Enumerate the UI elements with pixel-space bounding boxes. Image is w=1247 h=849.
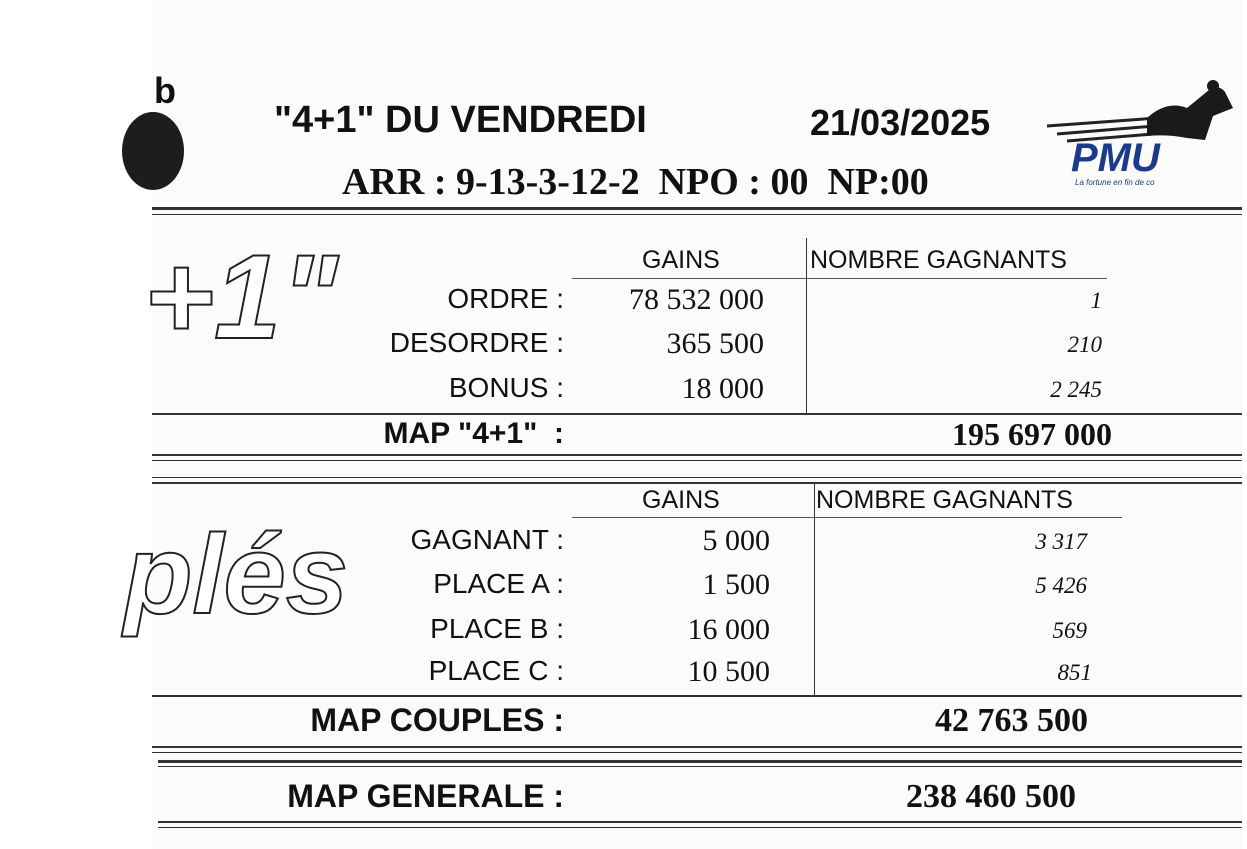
pmu-logo-text: PMU (1071, 136, 1160, 180)
gain-place-a: 1 500 (702, 568, 770, 601)
col-gains-header: GAINS (642, 486, 720, 514)
header-underline (572, 278, 1107, 279)
column-separator (806, 238, 807, 413)
header-underline (572, 517, 1122, 518)
row-label-place-b: PLACE B : (430, 613, 564, 644)
row-label-place-c: PLACE C : (428, 655, 564, 686)
winners-place-b: 569 (1052, 618, 1087, 643)
divider (158, 760, 1242, 763)
map-41-label: MAP "4+1" : (383, 417, 564, 450)
column-separator (814, 484, 815, 696)
divider (158, 821, 1242, 823)
divider (152, 214, 1242, 215)
results-sheet (124, 0, 1242, 849)
col-winners-header: NOMBRE GAGNANTS (816, 486, 1073, 514)
winners-place-a: 5 426 (1035, 573, 1087, 598)
map-couples-value: 42 763 500 (935, 702, 1088, 739)
winners-gagnant: 3 317 (1035, 529, 1087, 554)
row-label-gagnant: GAGNANT : (410, 524, 564, 555)
divider (158, 827, 1242, 828)
winners-ordre: 1 (1090, 288, 1102, 313)
winners-place-c: 851 (1057, 660, 1092, 685)
col-winners-header: NOMBRE GAGNANTS (810, 246, 1067, 274)
map-couples-label: MAP COUPLES : (310, 702, 564, 738)
page-title: "4+1" DU VENDREDI (274, 99, 647, 141)
pmu-logo (1037, 78, 1247, 193)
gain-bonus: 18 000 (681, 372, 764, 405)
gain-place-b: 16 000 (687, 613, 770, 646)
winners-bonus: 2 245 (1050, 377, 1102, 402)
section-couples-side-label: plés (124, 512, 349, 637)
row-label-ordre: ORDRE : (447, 283, 564, 314)
divider (152, 477, 1242, 478)
divider (152, 460, 1242, 461)
divider (152, 207, 1242, 210)
winners-desordre: 210 (1067, 332, 1102, 357)
divider (152, 454, 1242, 456)
row-label-place-a: PLACE A : (433, 568, 564, 599)
left-logo-shape (122, 112, 184, 190)
gain-ordre: 78 532 000 (629, 283, 764, 316)
gain-desordre: 365 500 (666, 327, 764, 360)
map-generale-value: 238 460 500 (906, 778, 1076, 815)
section-41-side-label: +1" (144, 230, 338, 364)
arrival-line: ARR : 9-13-3-12-2 NPO : 00 NP:00 (342, 161, 929, 203)
divider (152, 746, 1242, 748)
divider (152, 695, 1242, 697)
gain-place-c: 10 500 (687, 655, 770, 688)
divider (152, 752, 1242, 753)
divider (158, 766, 1242, 767)
row-label-desordre: DESORDRE : (389, 327, 564, 358)
map-generale-label: MAP GENERALE : (287, 778, 564, 814)
left-logo-fragment: b (154, 70, 176, 111)
divider (152, 482, 1242, 484)
gain-gagnant: 5 000 (702, 524, 770, 557)
map-41-value: 195 697 000 (952, 416, 1112, 452)
row-label-bonus: BONUS : (448, 372, 564, 403)
divider (152, 413, 1242, 415)
col-gains-header: GAINS (642, 246, 720, 274)
pmu-tagline: La fortune en fin de co (1075, 178, 1155, 187)
race-date: 21/03/2025 (810, 102, 991, 143)
